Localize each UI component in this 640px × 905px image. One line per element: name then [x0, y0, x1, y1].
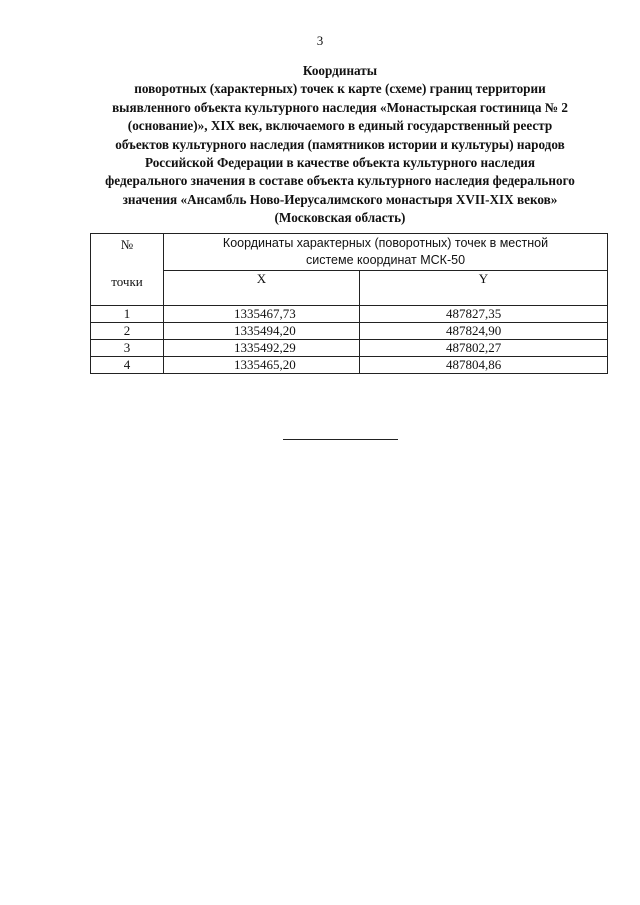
- x-value: 1335465,20: [164, 357, 360, 374]
- title-line: (Московская область): [274, 210, 406, 226]
- page-number: 3: [316, 33, 324, 48]
- title-line: (основание)», XIX век, включаемого в единый государственный реестр: [127, 118, 553, 134]
- table-row: [91, 357, 608, 374]
- point-number-header: [91, 234, 164, 306]
- title-line: значения «Ансамбль Ново-Иерусалимского монастыря XVII-XIX веков»: [122, 191, 558, 207]
- y-value: 487824,90: [360, 323, 608, 340]
- end-divider: [283, 439, 398, 440]
- title-line: выявленного объекта культурного наследия «Монастырская гостиница № 2: [112, 99, 568, 115]
- y-column-header: Y: [360, 271, 608, 306]
- x-value: 1335492,29: [164, 340, 360, 357]
- x-column-header: X: [164, 271, 360, 306]
- x-value: 1335467,73: [164, 306, 360, 323]
- title-line: поворотных (характерных) точек к карте (схеме) границ территории: [134, 81, 546, 97]
- table-row: [91, 340, 608, 357]
- y-value: 487802,27: [360, 340, 608, 357]
- table-row: [91, 306, 608, 323]
- y-value: 487827,35: [360, 306, 608, 323]
- coordinates-header: [164, 234, 608, 271]
- coordinates-header-line2: системе координат МСК-50: [305, 253, 466, 267]
- point-number: 4: [91, 357, 164, 374]
- point-number: 1: [91, 306, 164, 323]
- number-word: точки: [111, 274, 143, 289]
- x-value: 1335494,20: [164, 323, 360, 340]
- y-value: 487804,86: [360, 357, 608, 374]
- point-number: 3: [91, 340, 164, 357]
- title-line: объектов культурного наследия (памятников истории и культуры) народов: [115, 136, 565, 152]
- title-line: Российской Федерации в качестве объекта культурного наследия: [144, 155, 536, 171]
- coordinates-table: [90, 233, 608, 374]
- document-title: [70, 62, 610, 228]
- table-axis-row: [91, 271, 608, 306]
- title-line: Координаты: [302, 63, 378, 78]
- table-row: [91, 323, 608, 340]
- title-line: федерального значения в составе объекта культурного наследия федерального: [105, 173, 575, 189]
- coordinates-header-line1: Координаты характерных (поворотных) точек в местной: [222, 236, 549, 250]
- table-header-row: [91, 234, 608, 271]
- number-sign: №: [120, 237, 134, 252]
- point-number: 2: [91, 323, 164, 340]
